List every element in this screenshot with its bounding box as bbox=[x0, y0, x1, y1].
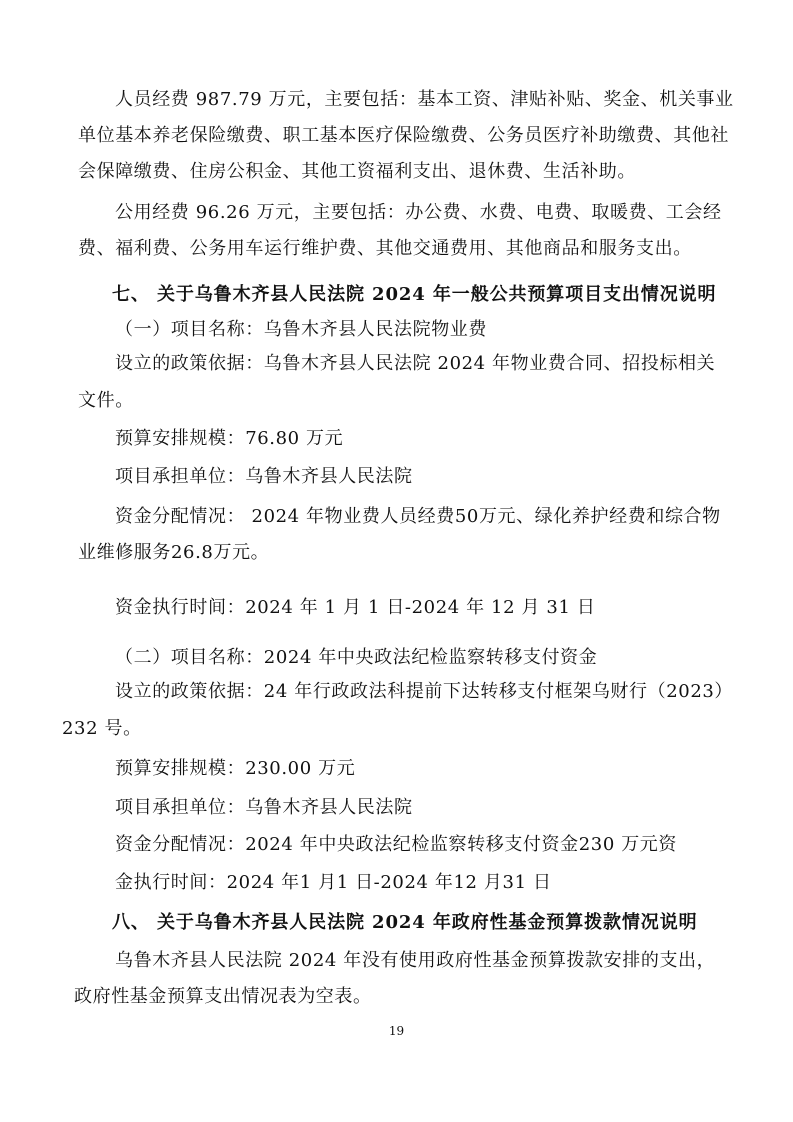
section-8-heading: 八、 关于乌鲁木齐县人民法院 2024 年政府性基金预算拨款情况说明 bbox=[112, 912, 698, 933]
project-1-unit: 项目承担单位：乌鲁木齐县人民法院 bbox=[115, 466, 413, 487]
project-2-name: （二）项目名称：2024 年中央政法纪检监察转移支付资金 bbox=[115, 647, 598, 668]
project-1-allocation-line-2: 业维修服务26.8万元。 bbox=[78, 542, 270, 563]
project-1-basis-line-2: 文件。 bbox=[78, 390, 134, 411]
section-8-body-line-1: 乌鲁木齐县人民法院 2024 年没有使用政府性基金预算拨款安排的支出， bbox=[115, 950, 716, 971]
project-1-execution-time: 资金执行时间：2024 年 1 月 1 日-2024 年 12 月 31 日 bbox=[115, 597, 596, 618]
project-2-basis-line-1: 设立的政策依据：24 年行政政法科提前下达转移支付框架乌财行（2023） bbox=[115, 681, 734, 702]
project-2-allocation-line-2: 金执行时间：2024 年1 月1 日-2024 年12 月31 日 bbox=[115, 872, 552, 893]
section-8-body-line-2: 政府性基金预算支出情况表为空表。 bbox=[74, 986, 372, 1007]
public-expense-line-1: 公用经费 96.26 万元，主要包括：办公费、水费、电费、取暖费、工会经 bbox=[115, 202, 722, 223]
project-1-basis-line-1: 设立的政策依据：乌鲁木齐县人民法院 2024 年物业费合同、招投标相关 bbox=[115, 353, 716, 374]
personnel-expense-line-1: 人员经费 987.79 万元，主要包括：基本工资、津贴补贴、奖金、机关事业 bbox=[115, 89, 734, 110]
personnel-expense-line-3: 会保障缴费、住房公积金、其他工资福利支出、退休费、生活补助。 bbox=[78, 161, 636, 182]
section-7-heading: 七、 关于乌鲁木齐县人民法院 2024 年一般公共预算项目支出情况说明 bbox=[112, 284, 717, 305]
project-2-scale: 预算安排规模：230.00 万元 bbox=[115, 758, 356, 779]
personnel-expense-line-2: 单位基本养老保险缴费、职工基本医疗保险缴费、公务员医疗补助缴费、其他社 bbox=[78, 125, 729, 146]
project-1-allocation-line-1: 资金分配情况： 2024 年物业费人员经费50万元、绿化养护经费和综合物 bbox=[115, 506, 721, 527]
page-number: 19 bbox=[388, 1024, 405, 1038]
project-1-scale: 预算安排规模：76.80 万元 bbox=[115, 428, 344, 449]
project-1-name: （一）项目名称：乌鲁木齐县人民法院物业费 bbox=[115, 319, 487, 340]
project-2-basis-line-2: 232 号。 bbox=[62, 718, 142, 739]
public-expense-line-2: 费、福利费、公务用车运行维护费、其他交通费用、其他商品和服务支出。 bbox=[78, 238, 692, 259]
project-2-allocation-line-1: 资金分配情况：2024 年中央政法纪检监察转移支付资金230 万元资 bbox=[115, 834, 678, 855]
project-2-unit: 项目承担单位：乌鲁木齐县人民法院 bbox=[115, 797, 413, 818]
